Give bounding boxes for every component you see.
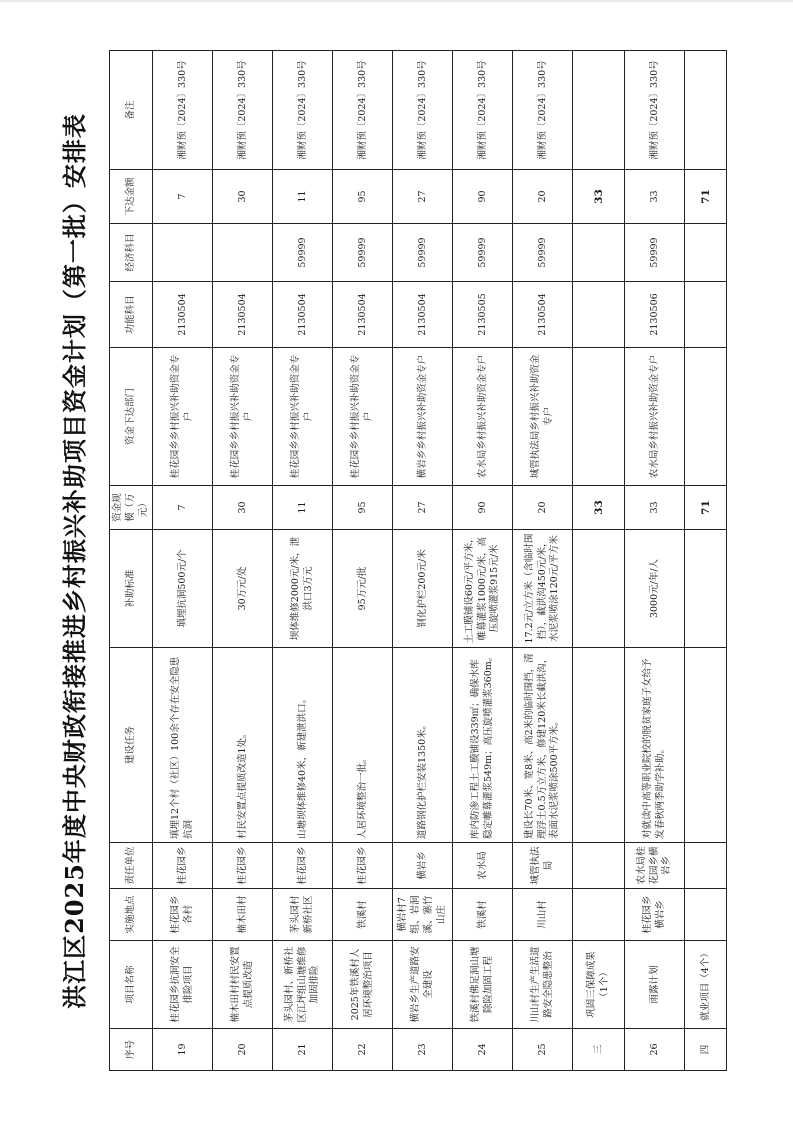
fund-scale: 27 <box>392 486 452 530</box>
function-subject: 2130504 <box>392 282 452 348</box>
table-row <box>392 51 452 1071</box>
table-row <box>332 51 392 1071</box>
column-header: 序号 <box>109 1029 152 1071</box>
fund-scale: 20 <box>512 486 572 530</box>
fund-scale: 95 <box>332 486 392 530</box>
empty-cell <box>572 348 624 486</box>
economic-subject: 59999 <box>512 224 572 282</box>
subsidy-standard: 3000元/年/人 <box>624 530 684 648</box>
column-header: 资金规模（万元） <box>109 486 152 530</box>
remark: 湘财预〔2024〕330号 <box>392 51 452 170</box>
fund-scale: 11 <box>272 486 332 530</box>
construction-task: 山塘坝体维修40米，新建泄洪口。 <box>272 648 332 843</box>
economic-subject <box>212 224 272 282</box>
row-number: 25 <box>512 1029 572 1071</box>
section-number: 三 <box>572 1029 624 1071</box>
column-header: 资金下达部门 <box>109 348 152 486</box>
remark: 湘财预〔2024〕330号 <box>332 51 392 170</box>
fund-department: 农水局乡村振兴补助资金专户 <box>452 348 512 486</box>
construction-task: 道路钢化护栏安装1350米。 <box>392 648 452 843</box>
project-name: 2025年铁溪村人居环境整治项目 <box>332 941 392 1029</box>
subsidy-standard: 30万元/处 <box>212 530 272 648</box>
function-subject: 2130504 <box>152 282 212 348</box>
responsible-unit: 桂花园乡 <box>212 843 272 889</box>
allocated-amount: 95 <box>332 170 392 224</box>
subsidy-standard: 坝体维修2000元/米，泄洪口3万元 <box>272 530 332 648</box>
project-name: 雨露计划 <box>624 941 684 1029</box>
document-page <box>47 51 747 1071</box>
funding-table <box>109 50 727 1071</box>
column-header: 项目名称 <box>109 941 152 1029</box>
table-row <box>452 51 512 1071</box>
project-name: 楠木田村村民安置点提质改造 <box>212 941 272 1029</box>
construction-task: 村民安置点提质改造1处。 <box>212 648 272 843</box>
allocated-amount: 7 <box>152 170 212 224</box>
empty-cell <box>684 530 726 648</box>
row-number: 20 <box>212 1029 272 1071</box>
fund-department: 城管执法局乡村振兴补助资金专户 <box>512 348 572 486</box>
project-name: 茅头园村、新桥社区江坪组山塘维修加固排险 <box>272 941 332 1029</box>
empty-cell <box>684 51 726 170</box>
subsidy-standard: 填埋抗洞500元/个 <box>152 530 212 648</box>
empty-cell <box>684 282 726 348</box>
empty-cell <box>572 889 624 941</box>
economic-subject: 59999 <box>332 224 392 282</box>
remark: 湘财预〔2024〕330号 <box>272 51 332 170</box>
construction-task: 人居环境整治一批。 <box>332 648 392 843</box>
empty-cell <box>684 224 726 282</box>
economic-subject <box>152 224 212 282</box>
economic-subject: 59999 <box>624 224 684 282</box>
responsible-unit: 桂花园乡 <box>332 843 392 889</box>
scan-edge <box>0 0 793 2</box>
fund-scale: 7 <box>152 486 212 530</box>
construction-task: 对就读中高等职业院校的脱贫家庭子女给予发春秋两季助学补助。 <box>624 648 684 843</box>
empty-cell <box>572 224 624 282</box>
economic-subject: 59999 <box>452 224 512 282</box>
section-subtotal-row <box>572 51 624 1071</box>
table-header-row <box>109 51 152 1071</box>
empty-cell <box>572 648 624 843</box>
row-number: 24 <box>452 1029 512 1071</box>
empty-cell <box>572 530 624 648</box>
table-row <box>624 51 684 1071</box>
construction-task: 库内防渗工程土工膜铺设339㎡；确保水库稳定帷幕灌浆549m；高压旋喷灌浆360m。 <box>452 648 512 843</box>
responsible-unit: 桂花园乡 <box>152 843 212 889</box>
subsidy-standard: 95万元/批 <box>332 530 392 648</box>
empty-cell <box>572 282 624 348</box>
function-subject: 2130504 <box>512 282 572 348</box>
subsidy-standard: 钢化护栏200元/米 <box>392 530 452 648</box>
remark: 湘财预〔2024〕330号 <box>452 51 512 170</box>
fund-department: 桂花园乡乡村振兴补助资金专户 <box>332 348 392 486</box>
column-header: 备注 <box>109 51 152 170</box>
fund-department: 桂花园乡乡村振兴补助资金专户 <box>152 348 212 486</box>
responsible-unit: 农水局桂花园乡横岩乡 <box>624 843 684 889</box>
row-number: 21 <box>272 1029 332 1071</box>
function-subject: 2130504 <box>212 282 272 348</box>
project-name: 铁溪村佛足洞山塘除险加固工程 <box>452 941 512 1029</box>
fund-department: 桂花园乡乡村振兴补助资金专户 <box>212 348 272 486</box>
project-name: 横岩乡生产道路安全建设 <box>392 941 452 1029</box>
column-header: 责任单位 <box>109 843 152 889</box>
section-number: 四 <box>684 1029 726 1071</box>
location: 川山村 <box>512 889 572 941</box>
allocated-amount: 20 <box>512 170 572 224</box>
empty-cell <box>572 51 624 170</box>
location: 横岩村7组、岩洞溪、寨竹山庄 <box>392 889 452 941</box>
column-header: 实施地点 <box>109 889 152 941</box>
remark: 湘财预〔2024〕330号 <box>624 51 684 170</box>
table-row <box>512 51 572 1071</box>
subsidy-standard: 17.2元/立方米（含临时围挡），截洪沟450元/米，水泥浆喷涂120元/平方米 <box>512 530 572 648</box>
subsidy-standard: 土工膜铺设60元/平方米，帷幕灌浆1000元/米，高压旋喷灌浆915元/米 <box>452 530 512 648</box>
row-number: 22 <box>332 1029 392 1071</box>
section-name: 就业项目（4个） <box>684 941 726 1029</box>
function-subject: 2130505 <box>452 282 512 348</box>
empty-cell <box>684 843 726 889</box>
section-name: 巩固三保障成果（1个） <box>572 941 624 1029</box>
column-header: 功能科目 <box>109 282 152 348</box>
responsible-unit: 桂花园乡 <box>272 843 332 889</box>
location: 桂花园乡各村 <box>152 889 212 941</box>
fund-scale: 30 <box>212 486 272 530</box>
location: 楠木田村 <box>212 889 272 941</box>
construction-task: 填埋12个村（社区）100余个存在安全隐患抗洞 <box>152 648 212 843</box>
fund-department: 横岩乡乡村振兴补助资金专户 <box>392 348 452 486</box>
table-row <box>272 51 332 1071</box>
fund-scale: 90 <box>452 486 512 530</box>
column-header: 经济科目 <box>109 224 152 282</box>
allocated-amount: 27 <box>392 170 452 224</box>
location: 铁溪村 <box>332 889 392 941</box>
row-number: 26 <box>624 1029 684 1071</box>
responsible-unit: 城管执法局 <box>512 843 572 889</box>
responsible-unit: 农水局 <box>452 843 512 889</box>
section-allocated-amount: 71 <box>684 170 726 224</box>
function-subject: 2130504 <box>272 282 332 348</box>
empty-cell <box>684 648 726 843</box>
function-subject: 2130506 <box>624 282 684 348</box>
document-title: 洪江区2025年度中央财政衔接推进乡村振兴补助项目资金计划（第一批）安排表 <box>59 113 89 1009</box>
fund-department: 桂花园乡乡村振兴补助资金专户 <box>272 348 332 486</box>
remark: 湘财预〔2024〕330号 <box>152 51 212 170</box>
allocated-amount: 30 <box>212 170 272 224</box>
section-fund-scale: 71 <box>684 486 726 530</box>
economic-subject: 59999 <box>392 224 452 282</box>
empty-cell <box>684 348 726 486</box>
section-fund-scale: 33 <box>572 486 624 530</box>
table-row <box>212 51 272 1071</box>
project-name: 川山村生产生活道路安全隐患整治 <box>512 941 572 1029</box>
location: 桂花园乡横岩乡 <box>624 889 684 941</box>
responsible-unit: 横岩乡 <box>392 843 452 889</box>
empty-cell <box>684 889 726 941</box>
row-number: 23 <box>392 1029 452 1071</box>
economic-subject: 59999 <box>272 224 332 282</box>
empty-cell <box>572 843 624 889</box>
fund-scale: 33 <box>624 486 684 530</box>
column-header: 建设任务 <box>109 648 152 843</box>
section-subtotal-row <box>684 51 726 1071</box>
allocated-amount: 11 <box>272 170 332 224</box>
fund-department: 农水局乡村振兴补助资金专户 <box>624 348 684 486</box>
location: 茅头园村新桥社区 <box>272 889 332 941</box>
table-row <box>152 51 212 1071</box>
allocated-amount: 33 <box>624 170 684 224</box>
function-subject: 2130504 <box>332 282 392 348</box>
construction-task: 建设长70米、宽8米、高2米的临时围挡，清理浮土0.5万立方米，修建120米长截洪沟，表面水泥浆喷涂500平方米。 <box>512 648 572 843</box>
column-header: 补助标准 <box>109 530 152 648</box>
section-allocated-amount: 33 <box>572 170 624 224</box>
remark: 湘财预〔2024〕330号 <box>512 51 572 170</box>
column-header: 下达金额 <box>109 170 152 224</box>
row-number: 19 <box>152 1029 212 1071</box>
location: 铁溪村 <box>452 889 512 941</box>
project-name: 桂花园乡抗洞安全排险项目 <box>152 941 212 1029</box>
allocated-amount: 90 <box>452 170 512 224</box>
remark: 湘财预〔2024〕330号 <box>212 51 272 170</box>
